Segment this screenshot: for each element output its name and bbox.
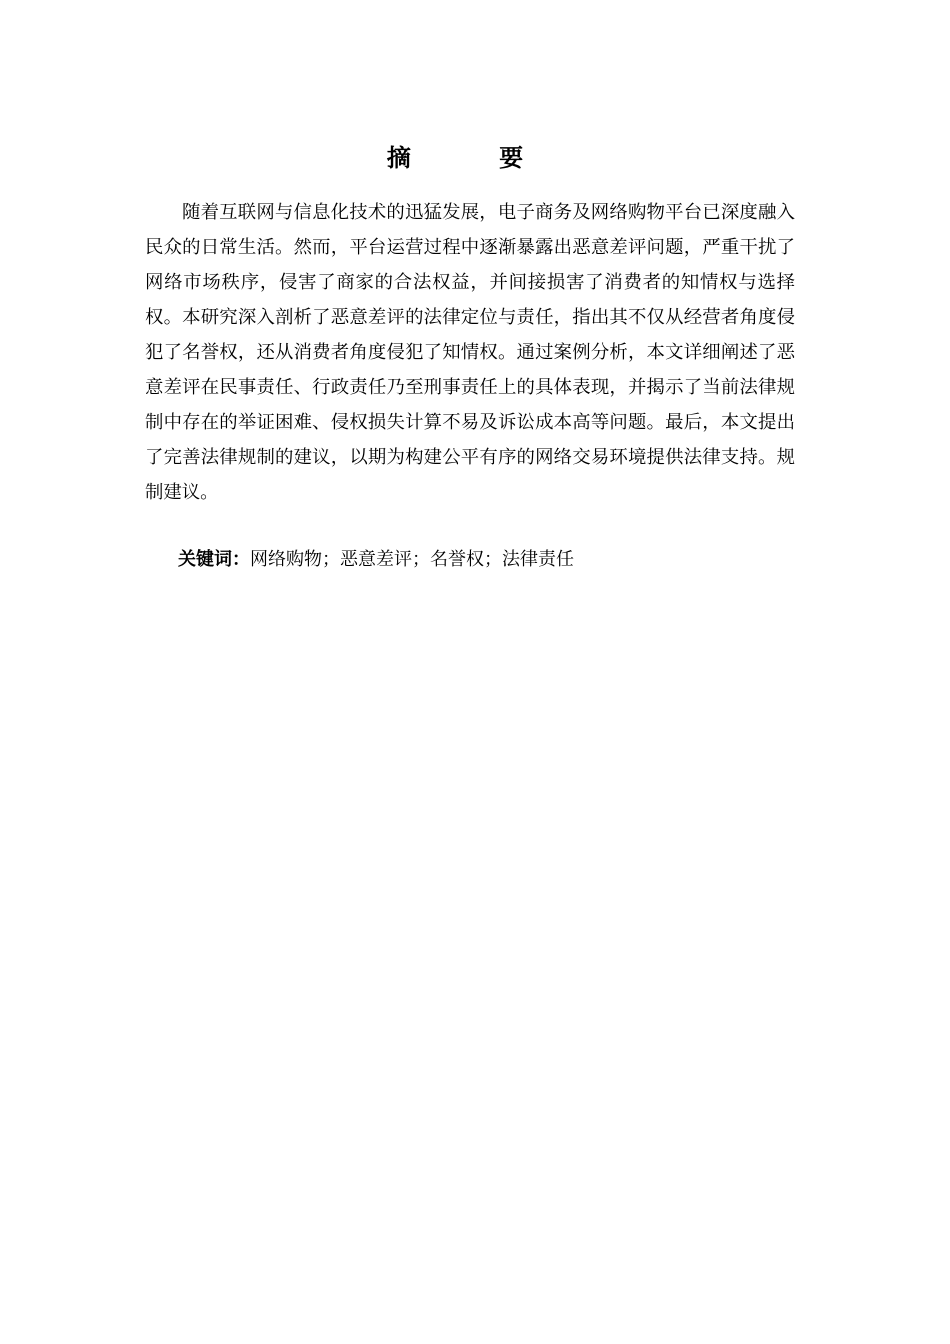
keywords-line xyxy=(178,545,574,571)
page-title: 摘 要 xyxy=(386,144,564,172)
keywords-label: 关键词： xyxy=(178,549,250,570)
abstract-paragraph: 随着互联网与信息化技术的迅猛发展，电子商务及网络购物平台已深度融入民众的日常生活。然而，平台运营过程中逐渐暴露出恶意差评问题，严重干扰了网络市场秩序，侵害了商家的合法权益，并间接损害了消费者的知情权与选择权。本研究深入剖析了恶意差评的法律定位与责任，指出其不仅从经营者角度侵犯了名誉权，还从消费者角度侵犯了知情权。通过案例分析，本文详细阐述了恶意差评在民事责任、行政责任乃至刑事责任上的具体表现，并揭示了当前法律规制中存在的举证困难、侵权损失计算不易及诉讼成本高等问题。最后，本文提出了完善法律规制的建议，以期为构建公平有序的网络交易环境提供法律支持。规制建议。 xyxy=(145,202,795,503)
keywords-list: 网络购物；恶意差评；名誉权；法律责任 xyxy=(250,549,574,570)
